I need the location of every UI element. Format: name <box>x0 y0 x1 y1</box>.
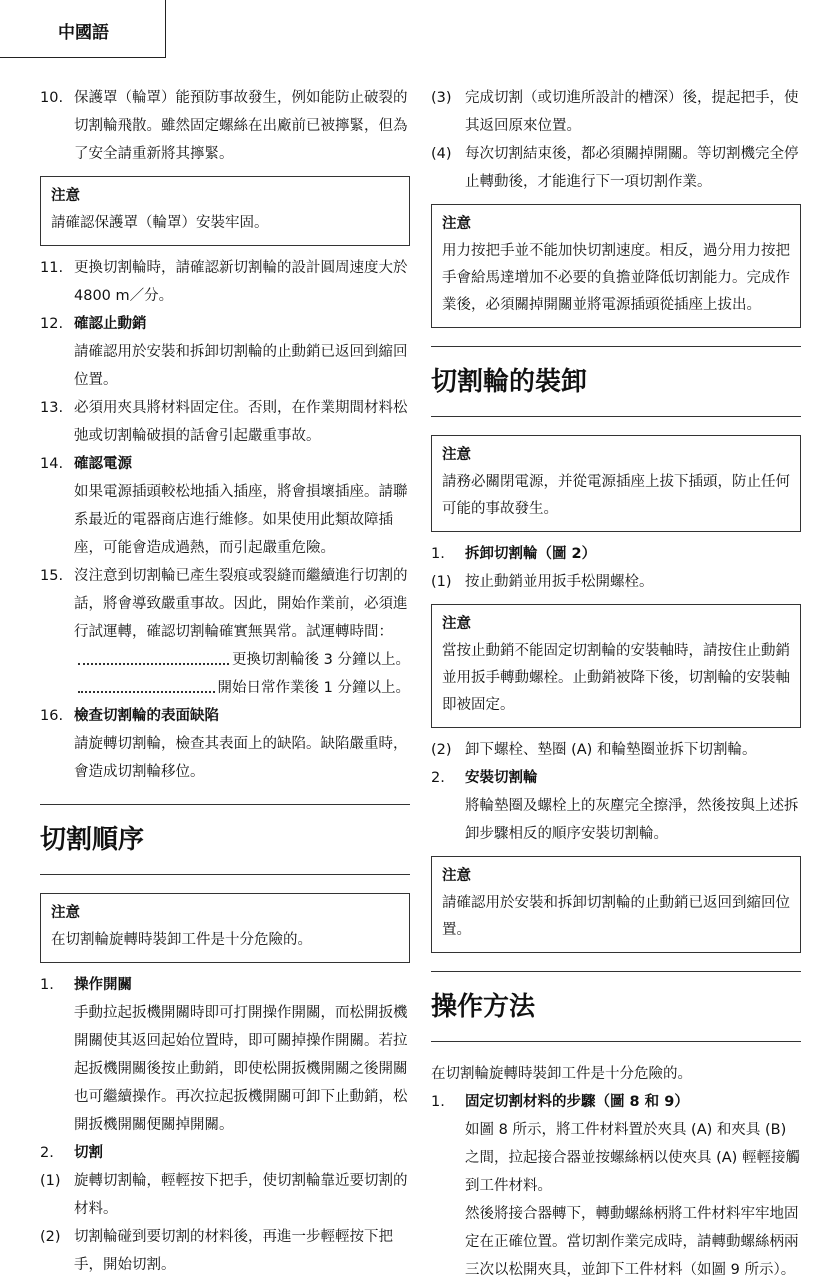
caution-title: 注意 <box>51 188 80 204</box>
item-number: 12. <box>40 316 64 332</box>
sub-item <box>40 1223 410 1279</box>
item-number: 1. <box>431 546 445 562</box>
caution-body: 請確認用於安裝和拆卸切割輪的止動銷已返回到縮回位置。 <box>442 895 790 938</box>
leader-text: 開始日常作業後 1 分鐘以上。 <box>217 680 410 696</box>
item-text: 完成切割（或切進所設計的槽深）後，提起把手，使其返回原來位置。 <box>465 90 799 134</box>
item-text: 請旋轉切割輪，檢查其表面上的缺陷。缺陷嚴重時，會造成切割輪移位。 <box>74 736 408 780</box>
item-number: 2. <box>431 770 445 786</box>
section-heading: 切割輪的裝卸 <box>431 346 801 417</box>
item-text: 旋轉切割輪，輕輕按下把手，使切割輪靠近要切割的材料。 <box>74 1173 408 1217</box>
item-text: 卸下螺栓、墊圈 (A) 和輪墊圈並拆下切割輪。 <box>465 742 757 758</box>
item-text: 必須用夾具將材料固定住。否則，在作業期間材料松弛或切割輪破損的話會引起嚴重事故。 <box>74 400 408 444</box>
language-label: 中國語 <box>58 23 109 43</box>
list-item <box>40 562 410 646</box>
item-text: 將輪墊圈及螺栓上的灰塵完全擦淨，然後按與上述拆卸步驟相反的順序安裝切割輪。 <box>465 798 799 842</box>
item-number: 1. <box>431 1094 445 1110</box>
item-heading: 確認電源 <box>74 456 132 472</box>
item-heading: 固定切割材料的步驟（圖 8 和 9） <box>465 1094 689 1110</box>
language-tab <box>0 0 166 58</box>
item-heading: 檢查切割輪的表面缺陷 <box>74 708 219 724</box>
caution-box <box>431 856 801 953</box>
caution-body: 在切割輪旋轉時裝卸工件是十分危險的。 <box>51 932 312 948</box>
item-number: 13. <box>40 400 64 416</box>
sub-item <box>431 140 801 196</box>
list-item <box>40 394 410 450</box>
sub-item <box>431 568 801 596</box>
caution-title: 注意 <box>442 616 471 632</box>
sub-item <box>431 736 801 764</box>
item-heading: 安裝切割輪 <box>465 770 538 786</box>
item-number: 1. <box>40 977 54 993</box>
left-column <box>40 84 410 1279</box>
caution-box <box>431 204 801 328</box>
caution-body: 當按止動銷不能固定切割輪的安裝軸時，請按住止動銷並用扳手轉動螺栓。止動銷被降下後，切割輪的安裝軸即被固定。 <box>442 643 790 713</box>
caution-title: 注意 <box>51 905 80 921</box>
list-item <box>40 1139 410 1167</box>
item-number: 10. <box>40 90 64 106</box>
caution-title: 注意 <box>442 447 471 463</box>
item-text: 保護罩（輪罩）能預防事故發生，例如能防止破裂的切割輪飛散。雖然固定螺絲在出廠前已被擰緊，但為了安全請重新將其擰緊。 <box>74 90 408 162</box>
caution-body: 請務必關閉電源，并從電源插座上拔下插頭，防止任何可能的事故發生。 <box>442 474 790 517</box>
list-item <box>40 254 410 310</box>
item-number: 15. <box>40 568 64 584</box>
item-text: 沒注意到切割輪已產生裂痕或裂縫而繼續進行切割的話，將會導致嚴重事故。因此，開始作業前，必須進行試運轉，確認切割輪確實無異常。試運轉時間： <box>74 568 408 640</box>
item-text: 如果電源插頭較松地插入插座，將會損壞插座。請聯系最近的電器商店進行維修。如果使用此類故障插座，可能會造成過熱，而引起嚴重危險。 <box>74 484 408 556</box>
caution-title: 注意 <box>442 216 471 232</box>
section-heading: 操作方法 <box>431 971 801 1042</box>
caution-box <box>431 435 801 532</box>
intro-text: 在切割輪旋轉時裝卸工件是十分危險的。 <box>431 1066 692 1082</box>
item-text: 請確認用於安裝和拆卸切割輪的止動銷已返回到縮回位置。 <box>74 344 408 388</box>
caution-box <box>431 604 801 728</box>
item-number: 2. <box>40 1145 54 1161</box>
item-heading: 確認止動銷 <box>74 316 147 332</box>
list-item <box>40 310 410 338</box>
section-heading: 切割順序 <box>40 804 410 875</box>
sub-item <box>431 84 801 140</box>
item-text: 按止動銷並用扳手松開螺栓。 <box>465 574 654 590</box>
item-text: 更換切割輪時，請確認新切割輪的設計圓周速度大於 4800 m／分。 <box>74 260 408 304</box>
item-text: 然後將接合器轉下，轉動螺絲柄將工件材料牢牢地固定在正確位置。當切割作業完成時，請轉動螺絲柄兩三次以松開夾具，並卸下工件材料（如圖 9 所示）。 <box>465 1206 799 1278</box>
list-item <box>40 971 410 999</box>
item-text: 每次切割結束後，都必須關掉開關。等切割機完全停止轉動後，才能進行下一項切割作業。 <box>465 146 799 190</box>
item-number: (2) <box>40 1229 61 1245</box>
item-heading: 操作開關 <box>74 977 132 993</box>
item-number: (3) <box>431 90 452 106</box>
list-item <box>431 764 801 792</box>
list-item <box>431 540 801 568</box>
item-number: 14. <box>40 456 64 472</box>
leader-line <box>40 674 410 702</box>
caution-title: 注意 <box>442 868 471 884</box>
item-number: 16. <box>40 708 64 724</box>
item-number: (1) <box>431 574 452 590</box>
item-number: (4) <box>431 146 452 162</box>
right-column <box>431 84 801 1284</box>
caution-body: 用力按把手並不能加快切割速度。相反，過分用力按把手會給馬達增加不必要的負擔並降低切割能力。完成作業後，必須關掉開關並將電源插頭從插座上拔出。 <box>442 243 790 313</box>
caution-box <box>40 893 410 963</box>
leader-line <box>40 646 410 674</box>
item-heading: 切割 <box>74 1145 103 1161</box>
item-text: 手動拉起扳機開關時即可打開操作開關，而松開扳機開關使其返回起始位置時，即可關掉操作開關。若拉起扳機開關後按止動銷，即使松開扳機開關之後開關也可繼續操作。再次拉起扳機開關可卸下止動銷，松開扳機開關便關掉開關。 <box>74 1005 408 1133</box>
sub-item <box>40 1167 410 1223</box>
caution-body: 請確認保護罩（輪罩）安裝牢固。 <box>51 215 269 231</box>
dot-leader <box>78 674 215 693</box>
item-number: 11. <box>40 260 64 276</box>
list-item <box>431 1088 801 1116</box>
item-text: 如圖 8 所示，將工件材料置於夾具 (A) 和夾具 (B) 之間，拉起接合器並按螺絲柄以使夾具 (A) 輕輕接觸到工件材料。 <box>465 1122 800 1194</box>
caution-box <box>40 176 410 246</box>
list-item <box>40 84 410 168</box>
leader-text: 更換切割輪後 3 分鐘以上。 <box>232 652 410 668</box>
dot-leader <box>78 646 229 665</box>
item-heading: 拆卸切割輪（圖 2） <box>465 546 597 562</box>
list-item <box>40 450 410 478</box>
list-item <box>40 702 410 730</box>
item-number: (2) <box>431 742 452 758</box>
item-number: (1) <box>40 1173 61 1189</box>
item-text: 切割輪碰到要切割的材料後，再進一步輕輕按下把手，開始切割。 <box>74 1229 393 1273</box>
